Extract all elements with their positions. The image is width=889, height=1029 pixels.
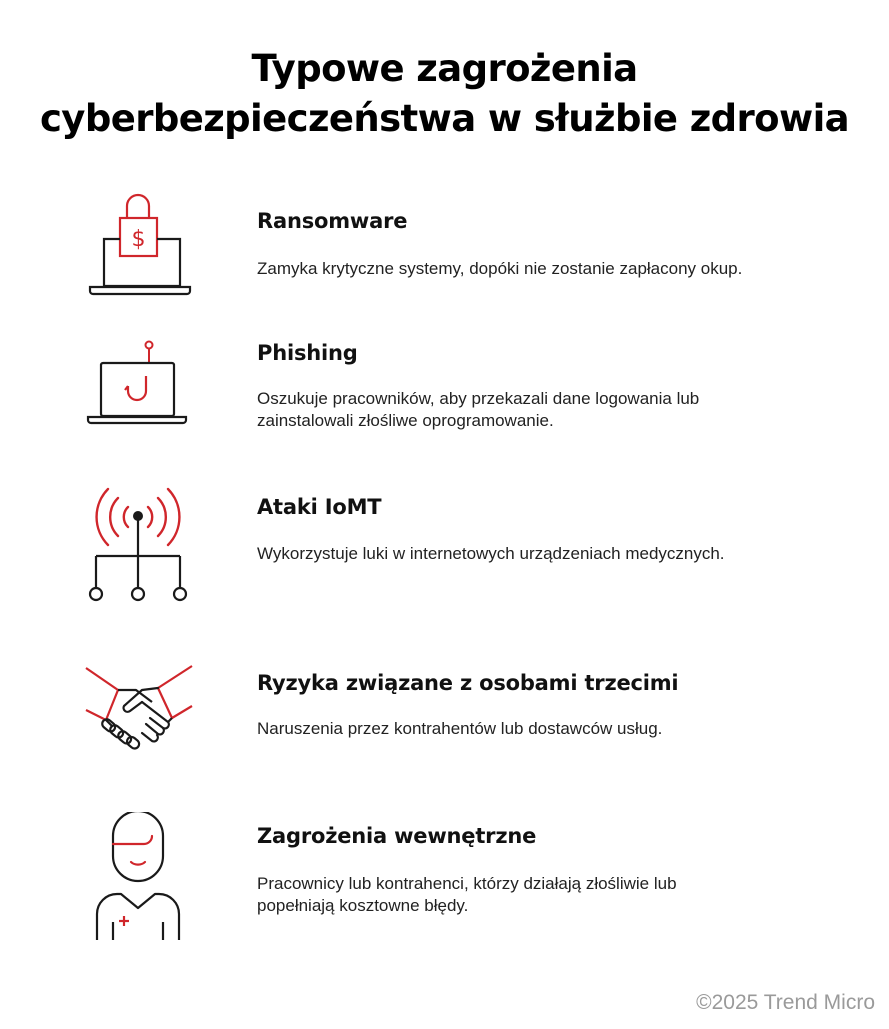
- description-phishing: Oszukuje pracowników, aby przekazali dane logowania lub zainstalowali złośliwe oprogramowanie.: [257, 389, 700, 430]
- title-line-2: cyberbezpieczeństwa w służbie zdrowia: [39, 97, 850, 140]
- description-insider: Pracownicy lub kontrahenci, którzy działają złośliwie lub popełniają kosztowne błędy.: [257, 874, 677, 915]
- description-iomt: Wykorzystuje luki w internetowych urządzeniach medycznych.: [257, 544, 725, 563]
- heading-phishing: Phishing: [257, 341, 358, 365]
- insider-person-icon: [80, 812, 200, 932]
- heading-third-party: Ryzyka związane z osobami trzecimi: [257, 671, 679, 695]
- heading-insider: Zagrożenia wewnętrzne: [257, 824, 537, 848]
- laptop-hook-icon: [80, 336, 200, 456]
- description-ransomware: Zamyka krytyczne systemy, dopóki nie zostanie zapłacony okup.: [257, 259, 743, 278]
- handshake-icon: [80, 660, 200, 780]
- dollar-glyph: $: [131, 227, 146, 252]
- laptop-lock-icon: [80, 190, 200, 310]
- heading-iomt: Ataki IoMT: [257, 495, 382, 519]
- description-third-party: Naruszenia przez kontrahentów lub dostawców usług.: [257, 719, 663, 738]
- copyright-footer: ©2025 Trend Micro: [696, 991, 875, 1014]
- heading-ransomware: Ransomware: [257, 209, 408, 233]
- title-line-1: Typowe zagrożenia: [251, 47, 638, 90]
- antenna-network-icon: [80, 480, 200, 600]
- page-title: [0, 44, 889, 144]
